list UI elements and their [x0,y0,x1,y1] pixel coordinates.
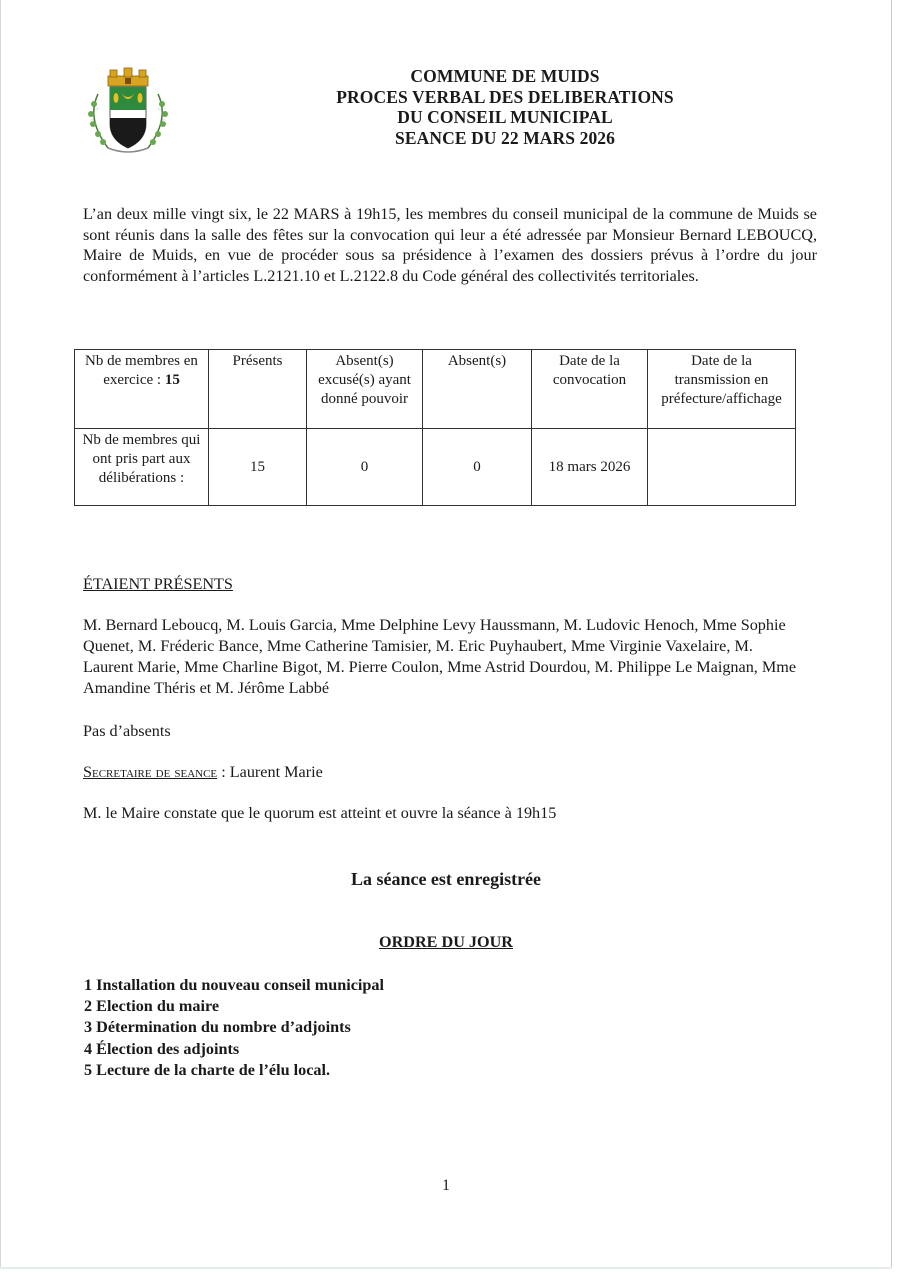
document-header [270,66,740,148]
members-header-cell [75,350,209,429]
quorum-statement: M. le Maire constate que le quorum est atteint et ouvre la séance à 19h15 [83,804,557,822]
table-row [75,429,796,506]
convocation-date-header-cell: Date de la convocation [532,350,648,429]
secretary-label: Secretaire de seance [83,763,218,781]
attendees-list: M. Bernard Leboucq, M. Louis Garcia, Mme Delphine Levy Haussmann, M. Ludovic Henoch, Mme Sophie Quenet, M. Fréderic Bance, Mme Catherine Tamisier, M. Eric Puyhaubert, Mme Virginie Vaxelaire, M. Laurent Marie, Mme Charline Bigot, M. Pierre Coulon, Mme Astrid Dourdou, M. Philippe Le Maignan, Mme Amandine Théris et M. Jérôme Labbé [83,616,797,697]
secretary-separator: : [217,763,230,781]
attendance-table [74,349,796,506]
agenda-item: 4 Élection des adjoints [84,1039,240,1058]
page-edge-bottom [0,1267,892,1269]
attendees-heading: ÉTAIENT PRÉSENTS [83,575,233,593]
intro-text: L’an deux mille vingt six, le 22 MARS à 19h15, les membres du conseil municipal de la commune de Muids se sont réunis dans la salle des fêtes sur la convocation qui leur a été adressée par Monsieur Bernard LEBOUCQ, Maire de Muids, en vue de procéder sous sa présidence à l’examen des dossiers prévus à l’ordre du jour conformément à l’articles L.2121.10 et L.2122.8 du Code général des collectivités territoriales. [83,205,817,286]
agenda-heading: ORDRE DU JOUR [379,933,513,951]
header-council: DU CONSEIL MUNICIPAL [397,107,613,127]
presents-value: 15 [209,429,307,506]
convocation-date-value: 18 mars 2026 [532,429,648,506]
agenda-item: 5 Lecture de la charte de l’élu local. [84,1060,331,1079]
participants-label-cell: Nb de membres qui ont pris part aux délibérations : [75,429,209,506]
agenda-list [84,975,384,1081]
header-session-date: SEANCE DU 22 MARS 2026 [395,127,615,148]
transmission-date-header-cell: Date de la transmission en préfecture/affichage [648,350,796,429]
recorded-notice: La séance est enregistrée [350,869,542,889]
page-edge-left [0,0,1,1268]
table-header-row [75,350,796,429]
presents-header-cell: Présents [209,350,307,429]
page-number: 1 [442,1177,450,1194]
secretary-name: Laurent Marie [229,763,323,781]
session-secretary [83,763,323,782]
page-edge-right [891,0,892,1268]
members-label: Nb de membres en exercice : [85,353,198,388]
header-commune: COMMUNE DE MUIDS [410,66,600,86]
intro-paragraph [83,204,817,287]
agenda-item: 1 Installation du nouveau conseil municipal [84,976,384,994]
excused-header-cell: Absent(s) excusé(s) ayant donné pouvoir [307,350,423,429]
members-count: 15 [164,372,180,388]
header-title: PROCES VERBAL DES DELIBERATIONS [336,86,674,107]
absent-header-cell: Absent(s) [423,350,532,429]
absent-value: 0 [423,429,532,506]
transmission-date-value [648,429,796,506]
excused-value: 0 [307,429,423,506]
agenda-item: 3 Détermination du nombre d’adjoints [84,1018,351,1037]
absents-note: Pas d’absents [83,722,171,740]
coat-of-arms-icon [80,64,176,160]
agenda-item: 2 Election du maire [84,997,220,1016]
